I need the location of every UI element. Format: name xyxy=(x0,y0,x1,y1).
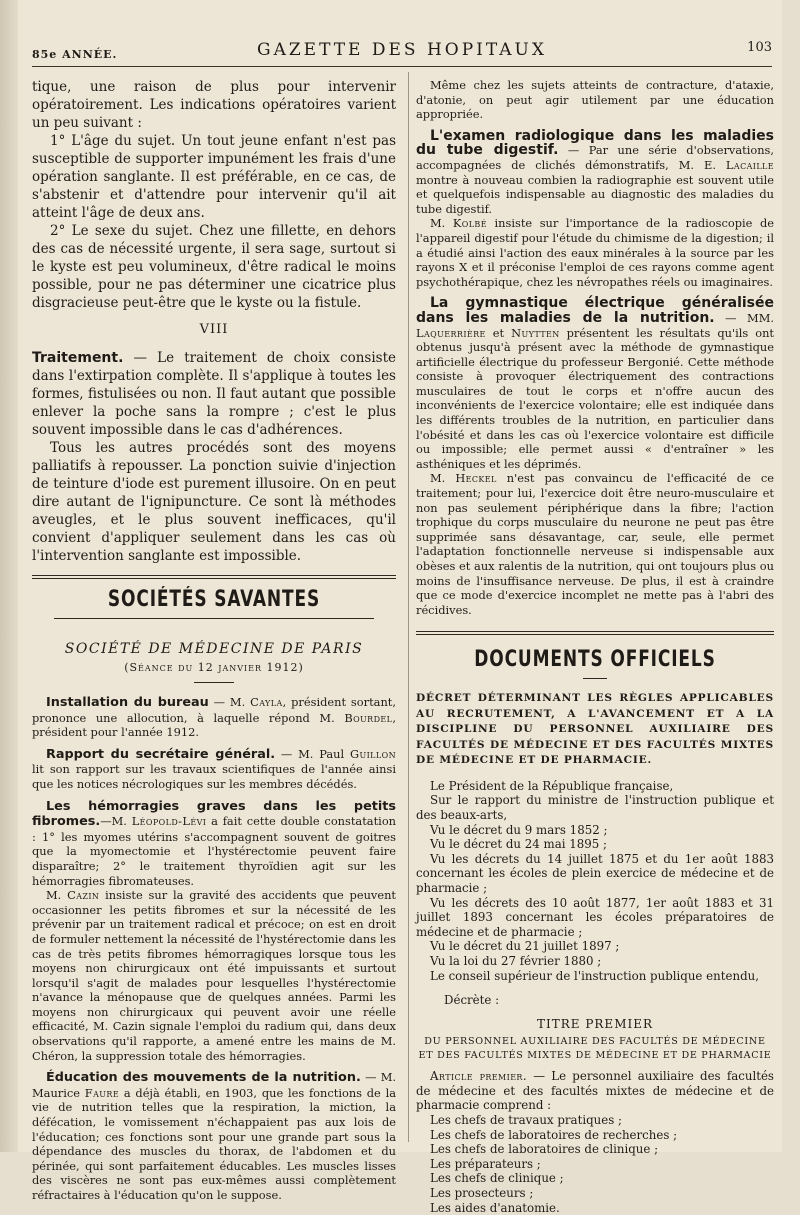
kolbe-text-a: M. xyxy=(430,216,453,231)
education-paragraph xyxy=(32,1070,396,1202)
installation-name-1: Cayla xyxy=(250,695,283,709)
rapport-name: Guillon xyxy=(349,746,396,761)
right-column xyxy=(416,78,775,1215)
decret-title: DÉCRET DÉTERMINANT LES RÈGLES APPLICABLES AU RECRUTEMENT, A L'AVANCEMENT ET A LA DISCIPLINE DU PERSONNEL AUXILIAIRE DES FACULTÉS DE MÉDECINE ET DES FACULTÉS MIXTES DE MÉDECINE ET DE PHARMACIE. xyxy=(416,692,774,767)
meme-paragraph: Même chez les sujets atteints de contracture, d'ataxie, d'atonie, on peut agir utilement par une éducation appropriée. xyxy=(416,78,774,122)
section-rule xyxy=(54,618,374,619)
list-item: Les prosecteurs ; xyxy=(430,1185,534,1200)
president-line: Le Président de la République française, xyxy=(430,778,674,793)
hemorragies-name: Léopold-Lévi xyxy=(131,814,207,829)
installation-paragraph xyxy=(32,695,396,740)
section-number: VIII xyxy=(199,322,229,337)
radio-heading: L'examen radiologique dans les maladies du tube digestif. xyxy=(416,127,774,159)
page-spine xyxy=(0,0,18,1152)
gym-paragraph xyxy=(416,296,774,471)
gym-text-b: et xyxy=(485,325,512,340)
hemorragies-paragraph xyxy=(32,799,396,889)
heckel-text-b: n'est pas convaincu de l'efficacité de ce traitement; pour lui, l'exercice doit être neuro-musculaire et non pas seulement périphérique dans la fibre; l'action trophique du corps musculaire du neurone ne peut pas être supprimée sans désavantage, car, seule, elle permet l'adaptation fonctionnelle nerveuse si indispensable aux obèses et aux ralentis de la nutrition, qui ont toujours plus ou moins de l'insuffisance nerveuse. De plus, il est à craindre que ce mode d'exercice incomplet ne mette pas à l'abri des récidives. xyxy=(416,471,774,617)
traitement-paragraph xyxy=(32,349,396,439)
list-item: Les chefs de laboratoires de clinique ; xyxy=(430,1142,659,1157)
cazin-text-b: insiste sur la gravité des accidents que peuvent occasionner les petits fibromes et sur la nécessité de les prévenir par un traitement radical et précoce; on est en droit de formuler nettement la nécessité de l'hystérectomie dans les cas de très petits fibromes hémorragiques lorsque tous les moyens non chirurgicaux ont été impuissants et surtout lorsqu'il s'agit de malades pour lesquelles l'hystérectomie n'avance la ménopause que de quelques années. Parmi les moyens non chirurgicaux qui peuvent avoir une réelle efficacité, M. Cazin signale l'emploi du radium qui, dans deux observations qu'il rapporte, a amené entre les mains de M. Chéron, la suppression totale des hémorragies. xyxy=(32,888,397,1063)
page-header xyxy=(32,40,772,64)
vu-line-2: Vu le décret du 24 mai 1895 ; xyxy=(430,837,608,852)
sex-paragraph: 2° Le sexe du sujet. Chez une fillette, en dehors des cas de nécessité urgente, il sera sage, surtout si le kyste est peu volumineux, d'être radical le moins possible, pour ne pas déterminer une cicatrice plus disgracieuse peut-être que le kyste ou la fistule. xyxy=(32,223,396,311)
radio-paragraph xyxy=(416,129,774,217)
radio-name: Lacaille xyxy=(725,157,774,172)
rapport-heading: Rapport du secrétaire général. xyxy=(46,746,276,762)
list-item: Les chefs de travaux pratiques ; xyxy=(430,1112,623,1127)
gym-name-1: Laquerrière xyxy=(416,325,486,340)
education-name: Faure xyxy=(84,1085,120,1100)
societe-name: SOCIÉTÉ DE MÉDECINE DE PARIS xyxy=(64,641,364,657)
cazin-name: Cazin xyxy=(67,888,100,903)
heckel-paragraph xyxy=(416,471,774,617)
gym-name-2: Nuytten xyxy=(511,325,560,340)
installation-text-b: , président sortant, prononce une allocution, à laquelle répond M. xyxy=(32,695,396,725)
list-item: Les chefs de clinique ; xyxy=(430,1171,564,1186)
section-double-rule xyxy=(32,575,396,579)
palliatifs-paragraph: Tous les autres procédés sont des moyens palliatifs à repousser. La ponction suivie d'injection de teinture d'iode est purement illusoire. On en peut dire autant de l'ignipuncture. Ce sont là méthodes aveugles, et le plus souvent inefficaces, qu'il convient d'appliquer seulement dans les cas où l'intervention sanglante est impossible. xyxy=(32,440,396,564)
education-text-b: a déjà établi, en 1903, que les fonctions de la vie de nutrition telles que la respiration, la miction, la défécation, le vomissement n'échappaient pas aux lois de l'éducation; ces fonctions sont pour une grande part sous la dépendance des muscles du thorax, de l'abdomen et du périnée, qui sont parfaitement éducables. Les muscles lisses des viscères ne sont pas eux-mêmes aussi complètement réfractaires à l'éducation qu'on le suppose. xyxy=(32,1085,397,1202)
documents-double-rule xyxy=(416,631,774,635)
vu-line-3: Vu les décrets du 14 juillet 1875 et du 1er août 1883 concernant les écoles de plein exercice de médecine et de pharmacie ; xyxy=(416,851,774,896)
list-item: Les aides d'anatomie. xyxy=(430,1200,560,1215)
hemorragies-text-a: —M. xyxy=(100,814,132,829)
article-paragraph xyxy=(416,1069,774,1113)
installation-name-2: Bourdel xyxy=(344,710,393,725)
titre-premier: TITRE PREMIER xyxy=(536,1017,654,1032)
newspaper-page xyxy=(18,0,782,1215)
kolbe-text-b: insiste sur l'importance de la radioscopie de l'appareil digestif pour l'étude du chimisme de la digestion; il a étudié ainsi l'action des eaux minérales à la source par les rayons X et il préconise l'emploi de ces rayons comme agent psychothérapique, chez les névropathes réels ou imaginaires. xyxy=(416,216,775,289)
cazin-text-a: M. xyxy=(46,888,68,903)
education-heading: Éducation des mouvements de la nutrition. xyxy=(46,1070,361,1086)
education-text-a: — M. Maurice xyxy=(32,1070,396,1100)
column-divider xyxy=(408,72,409,1142)
gym-text-a: — MM. xyxy=(714,310,774,325)
kolbe-paragraph xyxy=(416,216,774,289)
article-text: — Le personnel auxiliaire des facultés de médecine et des facultés mixtes de médecine et de pharmacie comprend : xyxy=(416,1069,774,1113)
vu-line-1: Vu le décret du 9 mars 1852 ; xyxy=(430,822,608,837)
traitement-text: — Le traitement de choix consiste dans l'extirpation complète. Il s'applique à toutes les formes, fistulisées ou non. Il faut autant que possible enlever la poche sans la rompre ; c'est le plus souvent impossible dans le cas d'adhérences. xyxy=(32,350,396,438)
kolbe-name: Kolbé xyxy=(452,216,487,231)
short-rule xyxy=(194,682,234,683)
edition-label: 85e ANNÉE. xyxy=(32,48,118,61)
gym-text-c: présentent les résultats qu'ils ont obtenus jusqu'à présent avec la méthode de gymnastique artificielle électrique du professeur Bergonié. Cette méthode consiste à provoquer électriquement des contractions musculaires de tout le corps et n'offre aucun des inconvénients de l'exercice volontaire; elle est indiquée dans les différents troubles de la nutrition, en particulier dans l'obésité et dans les cas où l'exercice volontaire est difficile ou impossible; elle permet aussi « d'entraîner » les asthéniques et les déprimés. xyxy=(416,325,775,471)
hemorragies-text-b: a fait cette double constatation : 1° les myomes utérins s'accompagnent souvent de goitres que la myomectomie et l'hystérectomie peuvent faire disparaître; 2° le traitement thyroïdien agit sur les hémorragies fibromateuses. xyxy=(32,814,397,888)
seance-date: (Séance du 12 janvier 1912) xyxy=(124,661,304,674)
vu-line-4: Vu les décrets des 10 août 1877, 1er août 1883 et 31 juillet 1893 concernant les écoles préparatoires de médecine et de pharmacie ; xyxy=(416,895,774,939)
gym-heading: La gymnastique électrique généralisée dans les maladies de la nutrition. xyxy=(416,295,774,326)
radio-text-b: montre à nouveau combien la radiographie est souvent utile et quelquefois indispensable au diagnostic des maladies du tube digestif. xyxy=(416,172,774,216)
installation-heading: Installation du bureau xyxy=(46,695,209,710)
rapport-line: Sur le rapport du ministre de l'instruction publique et des beaux-arts, xyxy=(416,793,774,823)
titre-subtitle: DU PERSONNEL AUXILIAIRE DES FACULTÉS DE MÉDECINE ET DES FACULTÉS MIXTES DE MÉDECINE ET DE PHARMACIE xyxy=(418,1036,772,1062)
rapport-paragraph xyxy=(32,747,396,792)
radio-text-a: — Par une série d'observations, accompagnées de clichés démonstratifs, M. E. xyxy=(416,143,775,172)
vu-line-7: Le conseil supérieur de l'instruction publique entendu, xyxy=(430,968,759,983)
left-column xyxy=(32,78,397,1202)
rapport-text-a: — M. Paul xyxy=(275,746,350,761)
personnel-list xyxy=(416,1113,774,1215)
rapport-text-b: lit son rapport sur les travaux scientifiques de l'année ainsi que les notices nécrologiques sur les membres décédés. xyxy=(32,762,396,791)
age-paragraph: 1° L'âge du sujet. Un tout jeune enfant n'est pas susceptible de supporter impunément les frais d'une opération sanglante. Il est préférable, en ce cas, de s'abstenir et d'attendre pour intervenir qu'il ait atteint l'âge de deux ans. xyxy=(32,133,396,221)
header-rule xyxy=(32,66,772,67)
cazin-paragraph xyxy=(32,888,396,1063)
list-item: Les chefs de laboratoires de recherches ; xyxy=(430,1127,678,1142)
intro-paragraph: tique, une raison de plus pour intervenir opératoirement. Les indications opératoires varient un peu suivant : xyxy=(32,79,396,131)
vu-line-5: Vu le décret du 21 juillet 1897 ; xyxy=(430,939,620,954)
traitement-heading: Traitement. xyxy=(32,350,124,366)
documents-short-rule xyxy=(583,678,607,679)
vu-line-6: Vu la loi du 27 février 1880 ; xyxy=(430,954,602,968)
installation-text-c: , président pour l'année 1912. xyxy=(32,710,396,740)
heckel-text-a: M. xyxy=(430,471,456,486)
documents-section-title: DOCUMENTS OFFICIELS xyxy=(474,647,716,673)
decrete-label: Décrète : xyxy=(444,993,500,1008)
journal-title: GAZETTE DES HOPITAUX xyxy=(256,40,547,60)
article-heading: Article premier. xyxy=(430,1069,528,1084)
hemorragies-heading: Les hémorragies graves dans les petits fibromes. xyxy=(32,798,396,830)
page-number: 103 xyxy=(747,40,772,55)
list-item: Les préparateurs ; xyxy=(430,1156,541,1171)
societes-section-title: SOCIÉTÉS SAVANTES xyxy=(107,587,321,612)
installation-text-a: — M. xyxy=(208,695,251,709)
heckel-name: Heckel xyxy=(455,471,497,486)
